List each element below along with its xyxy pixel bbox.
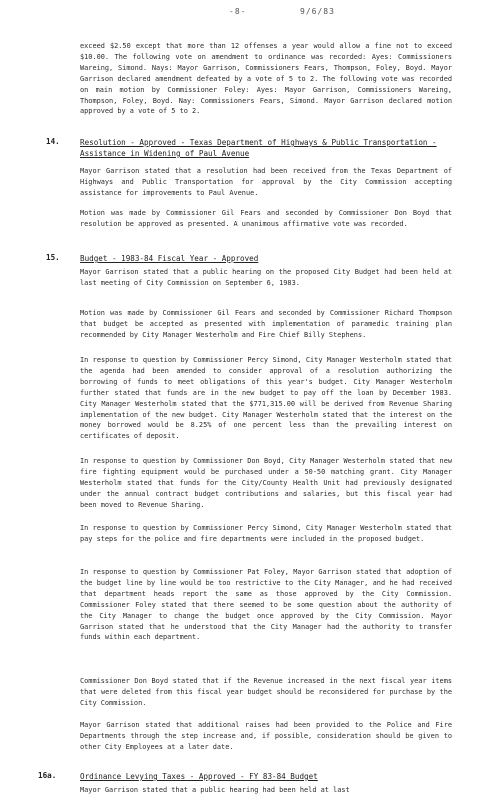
page-number: -8- — [229, 7, 247, 16]
item-paragraph: Mayor Garrison stated that a public hearing on the proposed City Budget had been held at last meeting of City Commission on September 6, 1983. — [80, 268, 452, 287]
item-paragraph: Motion was made by Commissioner Gil Fears and seconded by Commissioner Don Boyd that resolution be approved as presented. A unanimous affirmative vote was recorded. — [80, 209, 452, 228]
continuation-paragraph: exceed $2.50 except that more than 12 offenses a year would allow a fine not to exceed $10.00. The following vote on amendment to ordinance was recorded: Ayes: Commissioners Wareing, Simond. Nays: Mayor Garrison, Commissioners Fears, Thompson, Foley, Boyd. Mayor Garrison declared amendment defeated by a vote of 5 to 2. The following vote was recorded on main motion by Commissioner Foley: Ayes: Mayor Garrison, Commissioners Wareing, Thompson, Foley, Boyd. Nay: Commissioners Fears, Simond. Mayor Garrison declared motion approved by a vote of 5 to 2. — [80, 42, 452, 116]
item-number: 15. — [46, 253, 60, 262]
item-number: 14. — [46, 137, 60, 146]
item-title: Resolution - Approved - Texas Department of Highways & Public Transportation - Assistance in Widening of Paul Avenue — [80, 138, 437, 158]
item-paragraph: In response to question by Commissioner Don Boyd, City Manager Westerholm stated that new fire fighting equipment would be purchased under a 50-50 matching grant. City Manager Westerholm stated that funds for the City/County Health Unit had previously designated under the annual contract budget contributions and salaries, but this fiscal year had been moved to Revenue Sharing. — [80, 457, 452, 509]
item-paragraph: Mayor Garrison stated that a public hearing had been held at last — [80, 786, 350, 794]
item-title: Budget - 1983-84 Fiscal Year - Approved — [80, 254, 259, 263]
item-title: Ordinance Levying Taxes - Approved - FY 83-84 Budget — [80, 772, 318, 781]
item-paragraph: Motion was made by Commissioner Gil Fears and seconded by Commissioner Richard Thompson that budget be accepted as presented with implementation of paramedic training plan recommended by City Manager Westerholm and Fire Chief Billy Stephens. — [80, 309, 452, 339]
item-paragraph: In response to question by Commissioner Pat Foley, Mayor Garrison stated that adoption of the budget line by line would be too restrictive to the City Manager, and he had received that department heads report the same as those approved by the City Commission. Commissioner Foley stated that there seemed to be some question about the authority of the City Manager to change the budget once approved by the City Commission. Mayor Garrison stated that he understood that the City Manager had the authority to transfer funds within each department. — [80, 568, 452, 642]
item-paragraph: In response to question by Commissioner Percy Simond, City Manager Westerholm stated that the agenda had been amended to consider approval of a resolution authorizing the borrowing of funds to meet obligations of this year's budget. City Manager Westerholm further stated that funds are in the new budget to pay off the loan by December 1983. City Manager Westerholm stated that the $771,315.00 will be derived from Revenue Sharing implementation of the new budget. City Manager Westerholm stated that the interest on the money borrowed would be 8.25% of one percent less than the prevailing interest on certificates of deposit. — [80, 356, 452, 441]
item-paragraph: Mayor Garrison stated that additional raises had been provided to the Police and Fire Departments through the step increase and, if possible, consideration should be given to other City Employees at a later date. — [80, 721, 452, 751]
item-number: 16a. — [38, 771, 57, 780]
meeting-date: 9/6/83 — [300, 7, 335, 16]
item-paragraph: Mayor Garrison stated that a resolution had been received from the Texas Department of Highways and Public Transportation for approval by the City Commission accepting assistance for improvements to Paul Avenue. — [80, 167, 452, 197]
item-paragraph: Commissioner Don Boyd stated that if the Revenue increased in the next fiscal year items that were deleted from this fiscal year budget should be reconsidered for purchase by the City Commission. — [80, 677, 452, 707]
item-paragraph: In response to question by Commissioner Percy Simond, City Manager Westerholm stated that pay steps for the police and fire departments were included in the proposed budget. — [80, 524, 452, 543]
